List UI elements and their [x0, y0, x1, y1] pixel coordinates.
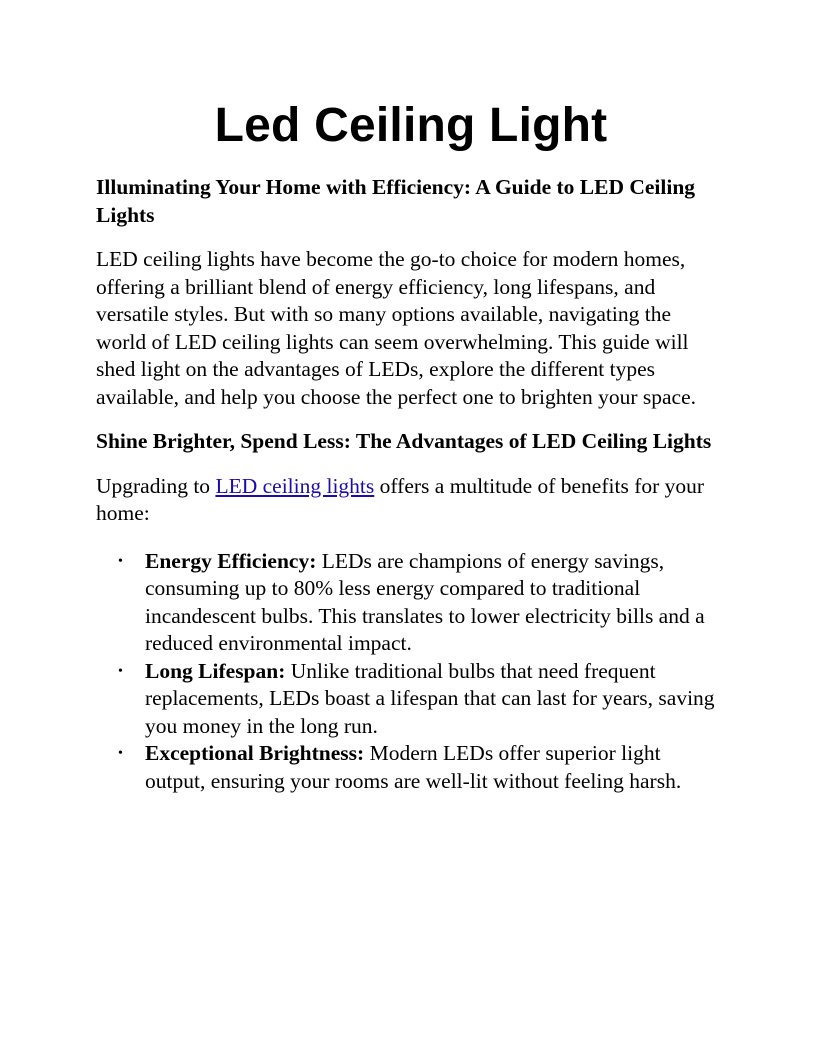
advantages-intro-paragraph [96, 473, 726, 528]
led-ceiling-lights-link[interactable]: LED ceiling lights [215, 473, 375, 498]
bullet-icon: • [118, 746, 123, 761]
list-item-lead: Long Lifespan: [145, 658, 286, 683]
list-item-text: Unlike traditional bulbs that need frequent replacements, LEDs boast a lifespan that can last for years, saving you money in the long run. [145, 658, 715, 738]
list-item-text: LEDs are champions of energy savings, consuming up to 80% less energy compared to traditional incandescent bulbs. This translates to lower electricity bills and a reduced environmental impact. [145, 548, 705, 655]
list-item-lead: Exceptional Brightness: [145, 741, 365, 765]
advantages-intro-after: offers a multitude of benefits for your home: [96, 473, 705, 525]
section-heading-advantages: Shine Brighter, Spend Less: The Advantages of LED Ceiling Lights [96, 429, 712, 453]
list-item-exceptional-brightness [96, 740, 726, 795]
section-heading-guide: Illuminating Your Home with Efficiency: A Guide to LED Ceiling Lights [96, 175, 696, 227]
list-item-text: Modern LEDs offer superior light output, ensuring your rooms are well-lit without feeling harsh. [145, 741, 682, 793]
document-page [96, 0, 726, 795]
bullet-icon: • [118, 663, 123, 679]
list-item-energy-efficiency [96, 548, 726, 658]
intro-paragraph: LED ceiling lights have become the go-to choice for modern homes, offering a brilliant blend of energy efficiency, long lifespans, and versatile styles. But with so many options available, navigating the world of LED ceiling lights can seem overwhelming. This guide will shed light on the advantages of LEDs, explore the different types available, and help you choose the perfect one to brighten your space. [96, 247, 696, 409]
page-title: Led Ceiling Light [214, 99, 608, 152]
advantages-intro-before: Upgrading to [96, 473, 216, 498]
bullet-icon: • [118, 553, 123, 569]
benefits-list [96, 548, 726, 796]
list-item-lead: Energy Efficiency: [145, 548, 317, 573]
list-item-long-lifespan [96, 658, 726, 741]
